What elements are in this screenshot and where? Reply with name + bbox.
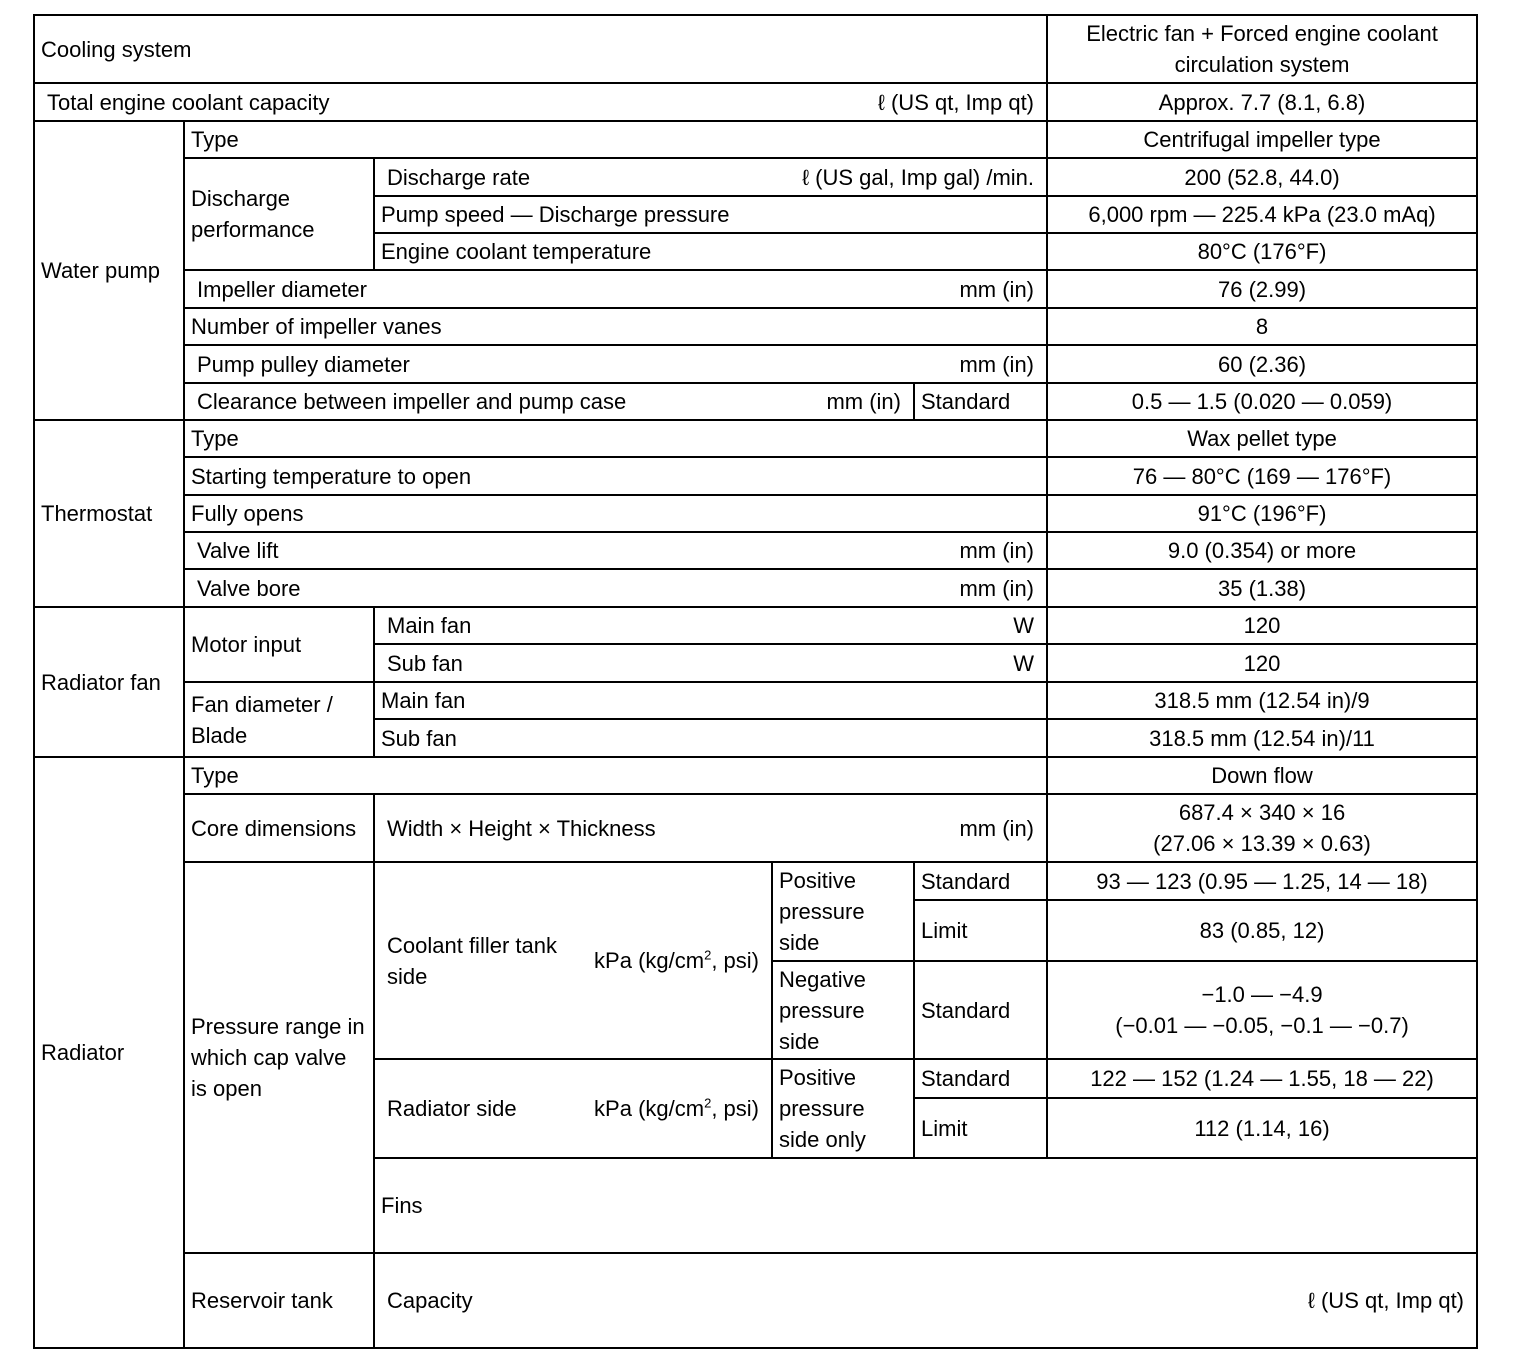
filler-cell	[374, 862, 772, 1059]
motor-main-cell	[374, 607, 1047, 644]
motor-sub-unit: W	[1013, 650, 1035, 676]
row-fan-motor-main	[34, 607, 1477, 644]
total-capacity-label: Total engine coolant capacity	[47, 89, 330, 115]
radside-unit-prefix: kPa (kg/cm	[594, 1096, 705, 1121]
valve-lift-label: Valve lift	[197, 538, 279, 563]
th-type-label: Type	[184, 420, 1047, 457]
impeller-diameter-value: 76 (2.99)	[1047, 270, 1477, 308]
row-total-capacity	[34, 83, 1477, 121]
motor-sub-value: 120	[1047, 644, 1477, 682]
wp-type-label: Type	[184, 121, 1047, 158]
vanes-label: Number of impeller vanes	[184, 308, 1047, 345]
cooling-system-value: Electric fan + Forced engine coolant circulation system	[1047, 15, 1477, 83]
thermostat-group: Thermostat	[34, 420, 184, 607]
pump-speed-value: 6,000 rpm — 225.4 kPa (23.0 mAq)	[1047, 196, 1477, 233]
fan-diameter-label: Fan diameter / Blade	[184, 682, 374, 757]
core-value	[1047, 794, 1477, 862]
clearance-cell	[184, 383, 914, 420]
radiator-fan-group: Radiator fan	[34, 607, 184, 757]
valve-lift-value: 9.0 (0.354) or more	[1047, 532, 1477, 569]
row-wp-impeller-diameter	[34, 270, 1477, 308]
fully-opens-value: 91°C (196°F)	[1047, 495, 1477, 532]
filler-neg-standard-value	[1047, 961, 1477, 1059]
start-temp-label: Starting temperature to open	[184, 457, 1047, 495]
radside-limit-value: 112 (1.14, 16)	[1047, 1098, 1477, 1158]
filler-unit-sup: 2	[704, 947, 712, 963]
diameter-main-value: 318.5 mm (12.54 in)/9	[1047, 682, 1477, 719]
radside-limit-label: Limit	[914, 1098, 1047, 1158]
filler-label: Coolant filler tank side	[387, 932, 557, 989]
radiator-group: Radiator	[34, 757, 184, 1348]
valve-bore-unit: mm (in)	[959, 575, 1035, 601]
filler-neg-standard-label: Standard	[914, 961, 1047, 1059]
valve-bore-cell	[184, 569, 1047, 607]
cooling-system-label: Cooling system	[34, 15, 1047, 83]
rad-type-label: Type	[184, 757, 1047, 794]
filler-unit-prefix: kPa (kg/cm	[594, 948, 705, 973]
discharge-rate-unit: ℓ (US gal, Imp gal) /min.	[801, 164, 1035, 190]
pulley-diameter-unit: mm (in)	[959, 351, 1035, 377]
radside-standard-value: 122 — 152 (1.24 — 1.55, 18 — 22)	[1047, 1059, 1477, 1098]
row-wp-pulley	[34, 345, 1477, 383]
neg-standard-line2: (−0.01 — −0.05, −0.1 — −0.7)	[1115, 1013, 1409, 1038]
row-th-valve-bore	[34, 569, 1477, 607]
row-rad-core	[34, 794, 1477, 862]
cooling-spec-table	[33, 14, 1478, 1349]
coolant-temp-value: 80°C (176°F)	[1047, 233, 1477, 270]
pump-speed-label: Pump speed — Discharge pressure	[374, 196, 1047, 233]
valve-bore-value: 35 (1.38)	[1047, 569, 1477, 607]
coolant-temp-label: Engine coolant temperature	[374, 233, 1047, 270]
motor-main-label: Main fan	[387, 613, 472, 638]
motor-sub-cell	[374, 644, 1047, 682]
row-th-type	[34, 420, 1477, 457]
reservoir-capacity-unit: ℓ (US qt, Imp qt)	[1307, 1288, 1465, 1313]
row-cooling-system	[34, 15, 1477, 83]
core-value-line2: (27.06 × 13.39 × 0.63)	[1153, 831, 1371, 856]
clearance-unit: mm (in)	[826, 389, 901, 414]
row-wp-vanes	[34, 308, 1477, 345]
impeller-diameter-unit: mm (in)	[959, 276, 1035, 302]
vanes-value: 8	[1047, 308, 1477, 345]
total-capacity-value: Approx. 7.7 (8.1, 6.8)	[1047, 83, 1477, 121]
row-rad-type	[34, 757, 1477, 794]
motor-sub-label: Sub fan	[387, 650, 463, 676]
discharge-rate-label: Discharge rate	[387, 164, 531, 190]
clearance-value: 0.5 — 1.5 (0.020 — 0.059)	[1047, 383, 1477, 420]
discharge-rate-value: 200 (52.8, 44.0)	[1047, 158, 1477, 196]
start-temp-value: 76 — 80°C (169 — 176°F)	[1047, 457, 1477, 495]
clearance-qualifier: Standard	[914, 383, 1047, 420]
radiator-side-label: Radiator side	[387, 1096, 517, 1121]
fins-label: Fins	[374, 1158, 1477, 1253]
core-unit: mm (in)	[959, 815, 1035, 841]
valve-bore-label: Valve bore	[197, 575, 301, 601]
reservoir-group: Reservoir tank	[184, 1253, 374, 1348]
radiator-side-cell	[374, 1059, 772, 1158]
pressure-range-label: Pressure range in which cap valve is open	[184, 862, 374, 1253]
core-label: Core dimensions	[184, 794, 374, 862]
motor-input-label: Motor input	[184, 607, 374, 682]
filler-pos-limit-label: Limit	[914, 900, 1047, 961]
clearance-label: Clearance between impeller and pump case	[197, 389, 627, 414]
row-th-start	[34, 457, 1477, 495]
th-type-value: Wax pellet type	[1047, 420, 1477, 457]
radside-unit-suffix: , psi)	[711, 1096, 759, 1121]
motor-main-value: 120	[1047, 607, 1477, 644]
core-value-line1: 687.4 × 340 × 16	[1178, 800, 1346, 825]
rad-type-value: Down flow	[1047, 757, 1477, 794]
discharge-rate-cell	[374, 158, 1047, 196]
radside-unit-sup: 2	[704, 1095, 712, 1111]
valve-lift-unit: mm (in)	[959, 538, 1035, 563]
filler-positive-label: Positive pressure side	[772, 862, 914, 961]
core-desc-cell	[374, 794, 1047, 862]
row-wp-type	[34, 121, 1477, 158]
pulley-diameter-cell	[184, 345, 1047, 383]
filler-unit	[594, 945, 759, 976]
neg-standard-line1: −1.0 — −4.9	[1201, 982, 1323, 1007]
diameter-sub-value: 318.5 mm (12.54 in)/11	[1047, 719, 1477, 757]
filler-negative-label: Negative pressure side	[772, 961, 914, 1059]
pulley-diameter-label: Pump pulley diameter	[197, 351, 410, 377]
total-capacity-unit: ℓ (US qt, Imp qt)	[877, 89, 1035, 115]
radiator-side-unit	[594, 1093, 759, 1124]
valve-lift-cell	[184, 532, 1047, 569]
row-wp-discharge-rate	[34, 158, 1477, 196]
row-reservoir	[34, 1253, 1477, 1348]
impeller-diameter-cell	[184, 270, 1047, 308]
filler-pos-standard-value: 93 — 123 (0.95 — 1.25, 14 — 18)	[1047, 862, 1477, 900]
wp-type-value: Centrifugal impeller type	[1047, 121, 1477, 158]
pulley-diameter-value: 60 (2.36)	[1047, 345, 1477, 383]
diameter-sub-label: Sub fan	[374, 719, 1047, 757]
discharge-performance-label: Discharge performance	[184, 158, 374, 270]
reservoir-capacity-cell	[374, 1253, 1477, 1348]
radside-positive-label: Positive pressure side only	[772, 1059, 914, 1158]
row-fan-diameter-main	[34, 682, 1477, 719]
water-pump-group: Water pump	[34, 121, 184, 420]
row-th-valve-lift	[34, 532, 1477, 569]
motor-main-unit: W	[1013, 613, 1035, 638]
row-wp-clearance	[34, 383, 1477, 420]
filler-unit-suffix: , psi)	[711, 948, 759, 973]
radside-standard-label: Standard	[914, 1059, 1047, 1098]
row-filler-pos-standard	[34, 862, 1477, 900]
total-capacity-cell	[34, 83, 1047, 121]
filler-pos-standard-label: Standard	[914, 862, 1047, 900]
reservoir-capacity-label: Capacity	[387, 1288, 473, 1313]
filler-pos-limit-value: 83 (0.85, 12)	[1047, 900, 1477, 961]
row-th-fully-opens	[34, 495, 1477, 532]
impeller-diameter-label: Impeller diameter	[197, 276, 367, 302]
diameter-main-label: Main fan	[374, 682, 1047, 719]
core-desc: Width × Height × Thickness	[387, 815, 656, 841]
fully-opens-label: Fully opens	[184, 495, 1047, 532]
